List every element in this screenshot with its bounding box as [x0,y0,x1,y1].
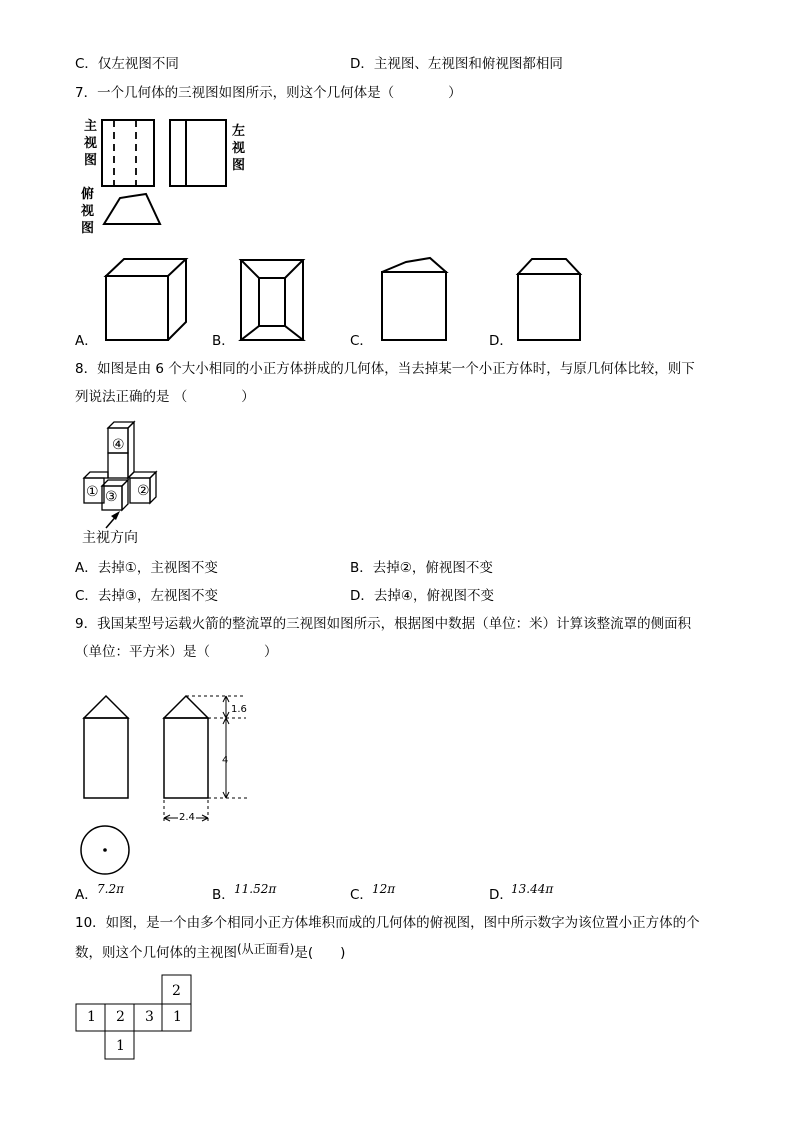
q10-grid-top: 2 [172,983,181,999]
q9-stem-line1: 9．我国某型号运载火箭的整流罩的三视图如图所示，根据图中数据（单位：米）计算该整流罩的侧面积 [75,616,692,632]
q10-stem-text: 数，则这个几何体的主视图 [75,945,237,961]
q7-front-view-label: 主 视 图 [84,119,98,168]
q8-option-d: D．去掉④，俯视图不变 [350,588,494,604]
q9-option-a: A． [75,887,98,903]
q8-cube-label-2: ② [137,483,150,499]
q9-option-d-value: 13.44π [511,882,554,896]
q6-option-d: D．主视图、左视图和俯视图都相同 [350,56,563,72]
q8-option-c: C．去掉③，左视图不变 [75,588,219,604]
q7-option-a: A． [75,333,98,349]
q7-option-b: B． [212,333,235,349]
q8-stem-line1: 8．如图是由 6 个大小相同的小正方体拼成的几何体，当去掉某一个小正方体时，与原几何体比较，则下 [75,361,695,377]
q8-option-b: B．去掉②，俯视图不变 [350,560,493,576]
q10-stem-line2 [75,944,345,962]
q7-left-view-label: 左 视 图 [232,124,246,173]
q6-option-c: C．仅左视图不同 [75,56,179,72]
q9-dim-width: 2.4 [178,809,196,827]
q7-left-view [170,120,226,186]
q7-top-view [104,194,160,224]
q9-option-b-value: 11.52π [234,882,277,896]
q9-option-d: D． [489,887,513,903]
q9-option-c: C． [350,887,373,903]
q9-front-view [84,696,128,798]
q9-stem-line2: （单位：平方米）是（ ） [75,644,278,660]
q9-dim-body: 4 [222,755,229,766]
q9-side-view [164,696,208,798]
q10-grid-cell-2: 2 [116,1009,125,1025]
q7-option-c-figure [378,254,452,342]
q8-view-direction-label: 主视方向 [82,530,138,546]
q8-cube-label-3: ③ [105,489,118,505]
q7-front-view [102,120,154,186]
q10-stem-paren: (从正面看) [237,942,295,956]
q9-option-c-value: 12π [372,882,396,896]
q7-option-c: C． [350,333,373,349]
q9-dim-top: 1.6 [231,704,247,715]
q10-grid-bottom: 1 [116,1038,125,1054]
q7-three-views [78,112,258,242]
q8-cube-stack-figure [80,420,190,530]
q7-option-a-figure [100,256,192,342]
q10-grid-cell-4: 1 [173,1009,182,1025]
q8-cube-label-1: ① [86,484,99,500]
q10-grid-cell-3: 3 [145,1009,154,1025]
q8-stem-line2: 列说法正确的是 （ ） [75,389,255,405]
q7-option-d: D． [489,333,513,349]
q9-option-b: B． [212,887,235,903]
q7-option-b-figure [237,256,309,342]
q7-option-d-figure [514,256,586,342]
q10-grid-cell-1: 1 [87,1009,96,1025]
q8-cube-label-4: ④ [112,437,125,453]
q10-stem-line1: 10．如图，是一个由多个相同小正方体堆积而成的几何体的俯视图，图中所示数字为该位置小正方体的个 [75,915,700,931]
q8-option-a: A．去掉①，主视图不变 [75,560,218,576]
q7-top-view-label: 俯 视 图 [81,187,95,236]
q9-top-view [81,826,129,874]
q7-stem: 7．一个几何体的三视图如图所示，则这个几何体是（ ） [75,85,462,101]
q10-stem-end: 是( ) [294,945,346,961]
q9-option-a-value: 7.2π [97,882,124,896]
